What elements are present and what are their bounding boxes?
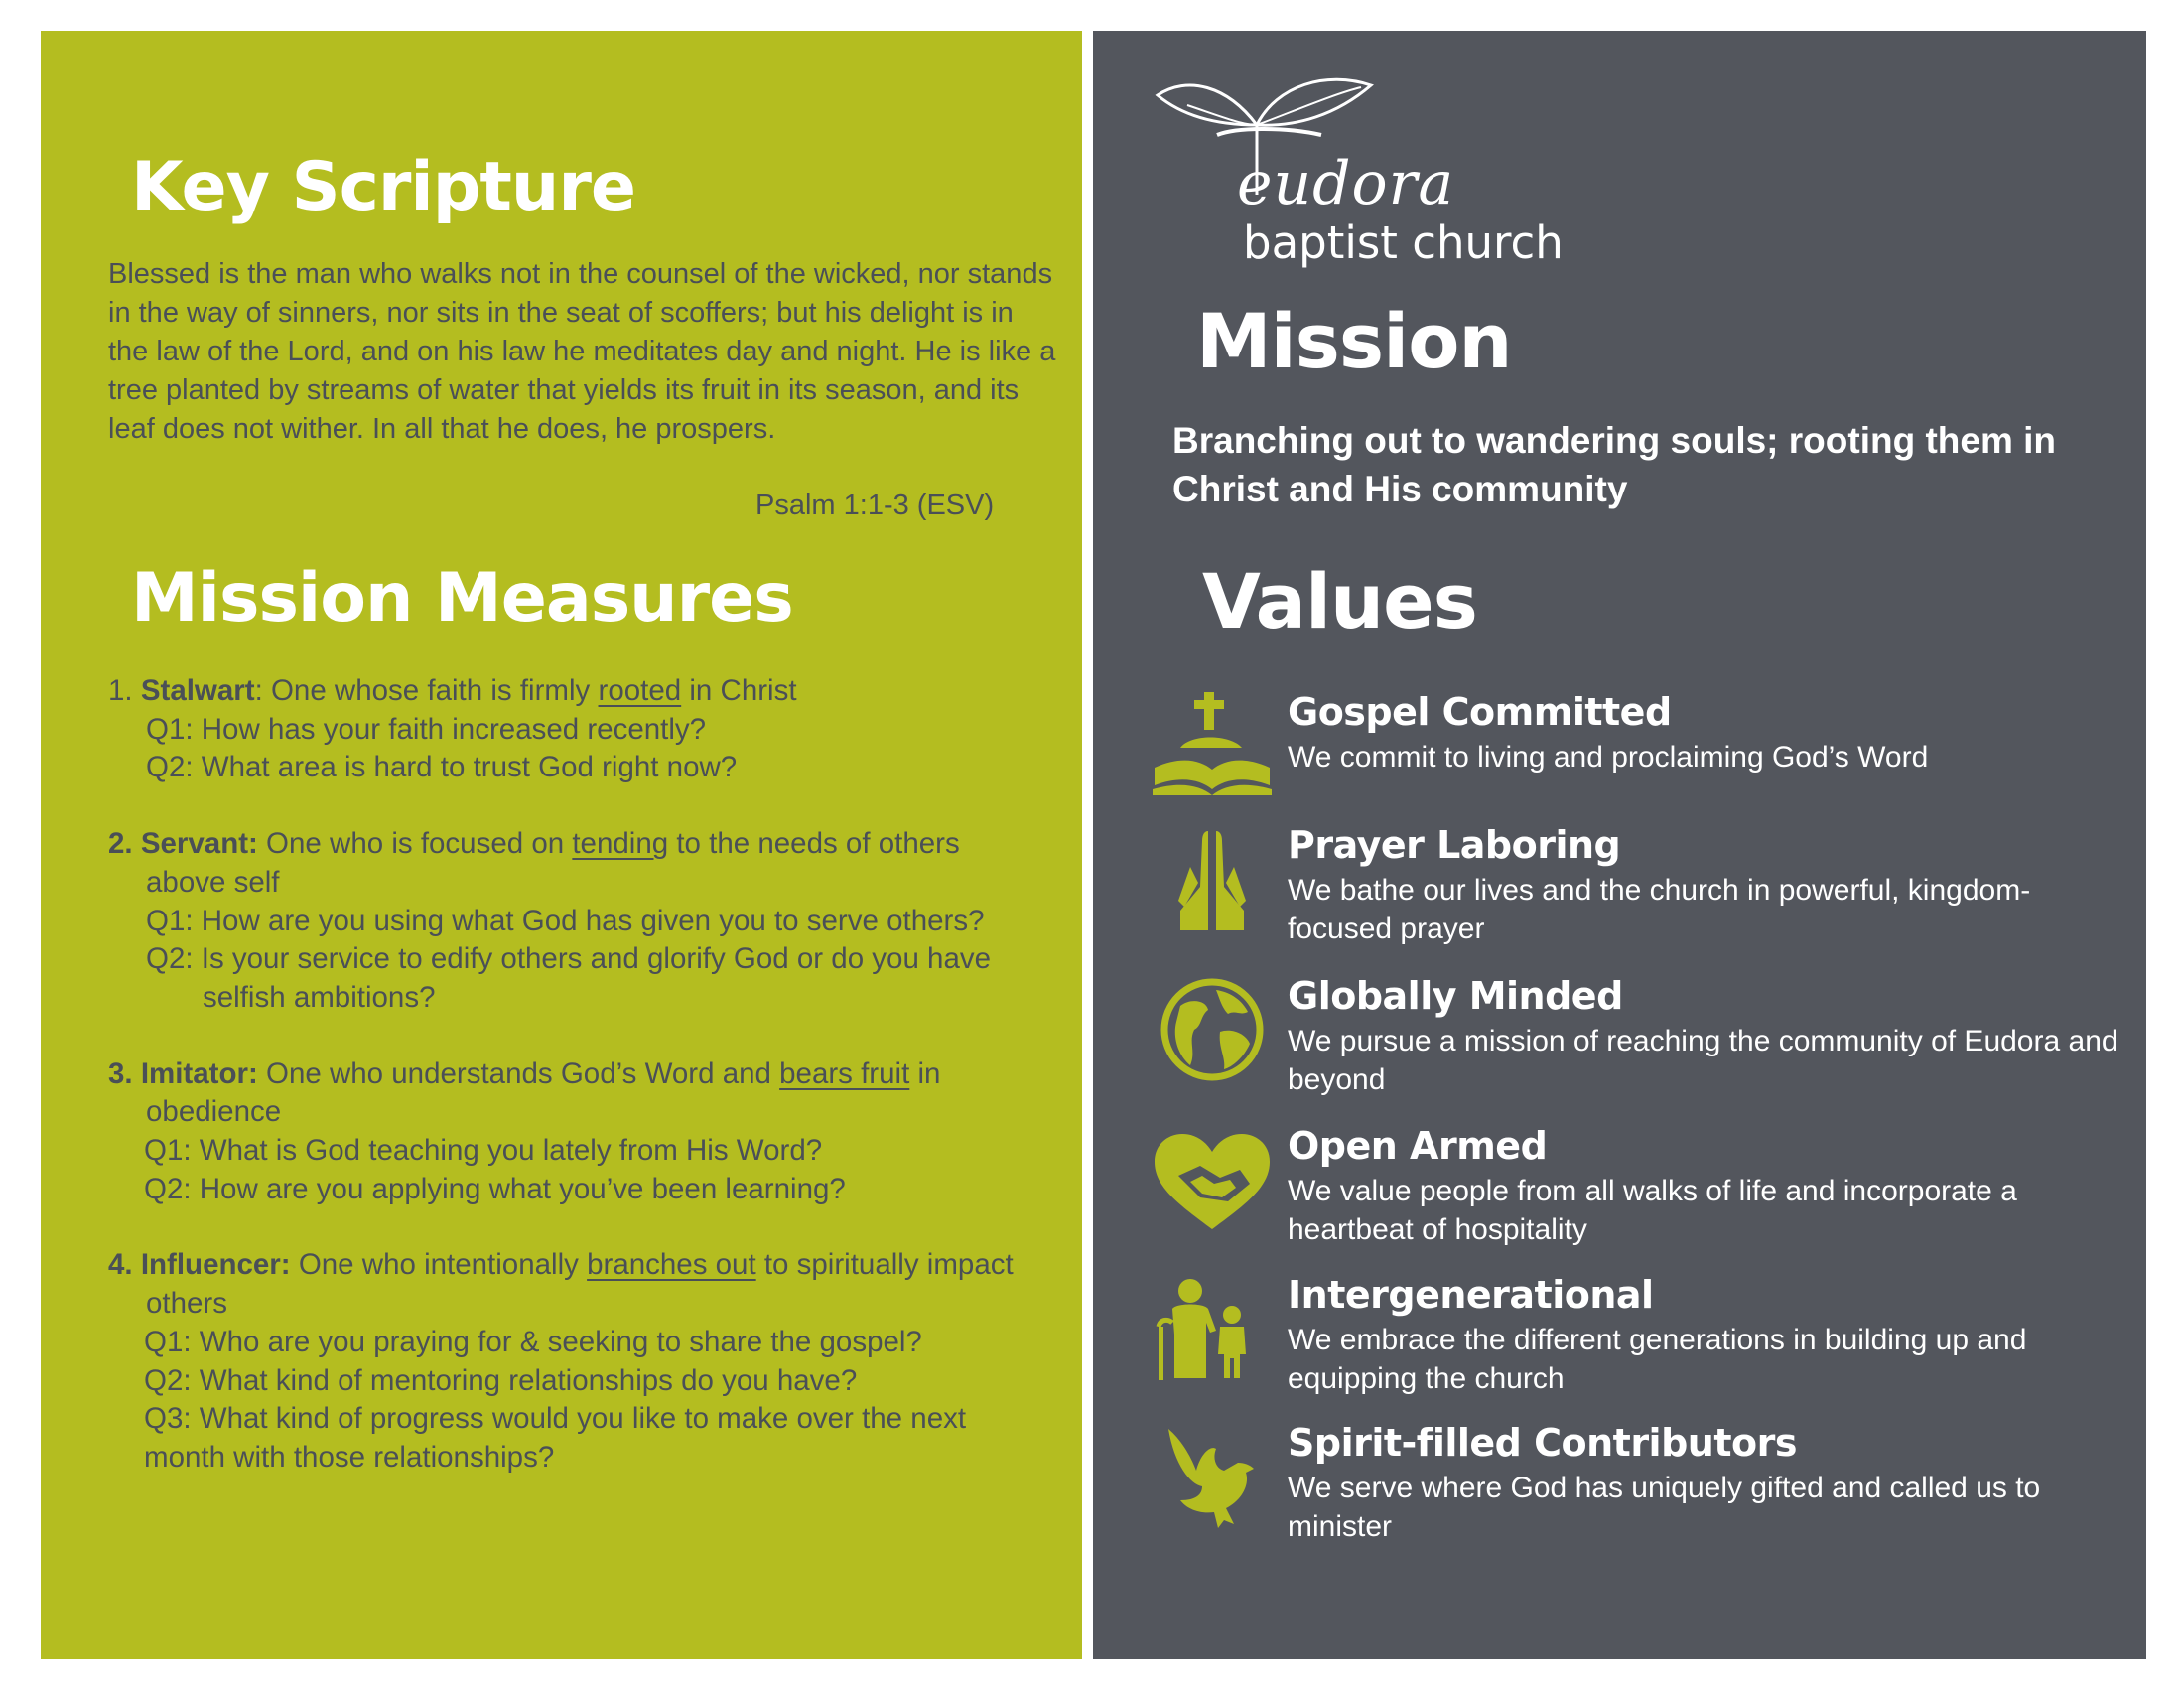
dove-icon — [1151, 1425, 1274, 1534]
scripture-text: Blessed is the man who walks not in the counsel of the wicked, nor stands in the way of sinners, nor sits in the seat of scoffers; but his delight is in the law of the Lord, and on his law he meditates day and night. He is like a tree planted by streams of water that yields its fruit in its season, and its leaf does not wither. In all that he does, he prospers. — [108, 258, 1056, 445]
measure-question: Q3: What kind of progress would you like to make over the next month with those relationships? — [144, 1402, 967, 1474]
value-description: We pursue a mission of reaching the community of Eudora and beyond — [1288, 1025, 2118, 1096]
right-panel — [1093, 31, 2146, 1659]
measure-number: 1. — [108, 674, 133, 707]
measure-item — [108, 1055, 1061, 1209]
value-title: Gospel Committed — [1288, 690, 1672, 734]
value-item — [1093, 1124, 2146, 1253]
measure-question: Q2: What kind of mentoring relationships do you have? — [144, 1363, 858, 1397]
measure-term: Stalwart — [140, 674, 255, 707]
measure-keyword: branches out — [587, 1248, 756, 1282]
value-title: Globally Minded — [1288, 974, 1623, 1018]
heart-handshake-icon — [1151, 1130, 1274, 1239]
measure-term: Influencer: — [140, 1248, 291, 1282]
measure-item — [108, 825, 1061, 1018]
measure-question: Q1: How has your faith increased recently? — [146, 712, 707, 746]
measure-question: Q2: Is your service to edify others and glorify God or do you have selfish ambitions? — [146, 942, 992, 1014]
logo-script-text: eudora — [1237, 149, 1455, 218]
church-logo — [1148, 66, 1565, 269]
key-scripture-title: Key Scripture — [131, 148, 635, 226]
value-title: Spirit-filled Contributors — [1288, 1421, 1797, 1465]
globe-icon — [1151, 976, 1274, 1085]
measure-sep: : — [254, 674, 263, 707]
mission-statement: Branching out to wandering souls; rooting them in Christ and His community — [1172, 420, 2057, 509]
measure-text-post: in obedience — [146, 1056, 941, 1129]
left-panel — [41, 31, 1082, 1659]
measure-question: Q1: How are you using what God has given you to serve others? — [146, 904, 985, 937]
mission-measures-list — [108, 672, 1061, 1515]
measure-term: Servant: — [140, 827, 258, 861]
measure-text-pre: One whose faith is firmly — [262, 674, 599, 707]
praying-hands-icon — [1151, 827, 1274, 936]
value-item — [1093, 690, 2146, 819]
mission-title: Mission — [1196, 297, 1512, 385]
measure-text-pre: One who is focused on — [257, 827, 573, 861]
measure-number: 4. — [108, 1248, 133, 1282]
value-title: Open Armed — [1288, 1124, 1548, 1168]
measure-question: Q1: Who are you praying for & seeking to share the gospel? — [144, 1325, 922, 1358]
value-item — [1093, 974, 2146, 1103]
measure-number: 2. — [108, 827, 133, 861]
scripture-reference: Psalm 1:1-3 (ESV) — [755, 490, 995, 521]
measure-term: Imitator: — [140, 1056, 258, 1090]
measure-text-pre: One who intentionally — [290, 1248, 588, 1282]
value-description: We serve where God has uniquely gifted and called us to minister — [1288, 1472, 2041, 1543]
logo-subtitle: baptist church — [1243, 216, 1564, 269]
value-title: Prayer Laboring — [1288, 823, 1621, 867]
values-title: Values — [1202, 557, 1477, 645]
measure-text-post: to the needs of others above self — [146, 827, 960, 899]
measure-item — [108, 1246, 1061, 1477]
generations-icon — [1151, 1275, 1274, 1384]
value-item — [1093, 1273, 2146, 1402]
measure-keyword: tending — [572, 827, 669, 861]
measure-number: 3. — [108, 1056, 133, 1090]
value-description: We embrace the different generations in building up and equipping the church — [1288, 1324, 2027, 1395]
measure-text-post: to spiritually impact others — [146, 1248, 1014, 1321]
measure-keyword: rooted — [598, 674, 682, 707]
measure-text-post: in Christ — [681, 674, 797, 707]
measure-question: Q1: What is God teaching you lately from His Word? — [144, 1134, 823, 1168]
mission-measures-title: Mission Measures — [131, 559, 793, 637]
measure-question: Q2: How are you applying what you’ve been learning? — [144, 1172, 846, 1205]
value-description: We value people from all walks of life and incorporate a heartbeat of hospitality — [1288, 1175, 2017, 1246]
value-item — [1093, 1421, 2146, 1550]
bible-cross-icon — [1151, 690, 1274, 799]
measure-keyword: bears fruit — [779, 1056, 910, 1090]
value-title: Intergenerational — [1288, 1273, 1654, 1317]
value-description: We bathe our lives and the church in powerful, kingdom-focused prayer — [1288, 874, 2031, 945]
value-description: We commit to living and proclaiming God’s Word — [1288, 741, 1929, 774]
value-item — [1093, 823, 2146, 952]
measure-question: Q2: What area is hard to trust God right now? — [146, 751, 738, 784]
measure-item — [108, 672, 1061, 787]
measure-text-pre: One who understands God’s Word and — [257, 1056, 780, 1090]
